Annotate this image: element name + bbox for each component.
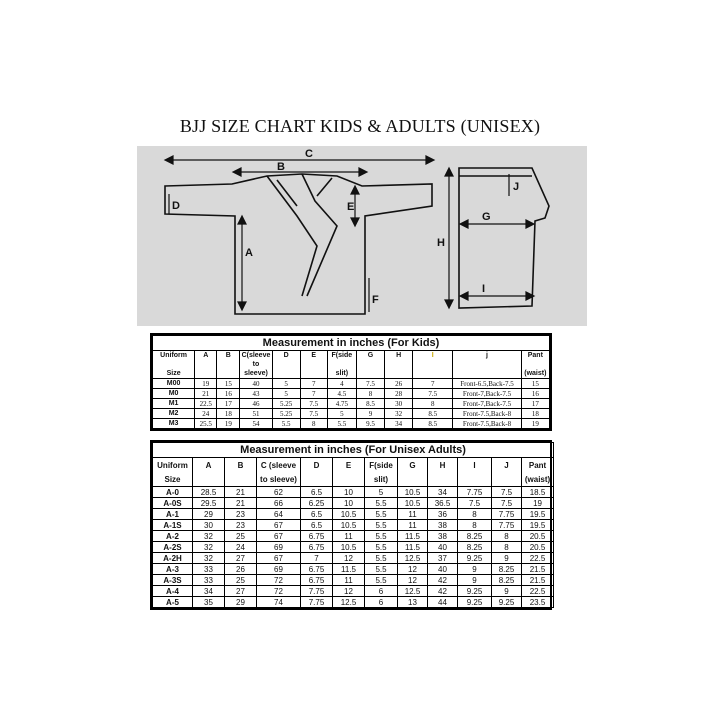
label-e: E	[347, 201, 355, 213]
value-cell: 10	[333, 487, 365, 498]
label-i: I	[482, 283, 486, 295]
value-cell: 8	[413, 399, 453, 409]
header-cell: Uniform	[153, 351, 195, 361]
value-cell: 5.5	[365, 498, 398, 509]
value-cell: 12	[398, 564, 428, 575]
header-cell	[327, 360, 356, 369]
table-row	[153, 419, 550, 429]
header-cell	[300, 369, 327, 379]
table-row	[153, 498, 554, 509]
header-cell	[300, 360, 327, 369]
header-cell: slit)	[327, 369, 356, 379]
header-cell: A	[193, 458, 225, 473]
value-cell: 21.5	[522, 564, 554, 575]
adults-table-caption: Measurement in inches (For Unisex Adults)	[153, 443, 554, 458]
size-cell: M0	[153, 389, 195, 399]
value-cell: 20.5	[522, 531, 554, 542]
value-cell: 9	[458, 564, 492, 575]
value-cell: 8	[492, 542, 522, 553]
value-cell: 9.25	[458, 586, 492, 597]
table-row	[153, 379, 550, 389]
value-cell: 43	[240, 389, 272, 399]
size-cell: A-3	[153, 564, 193, 575]
header-cell: j	[453, 351, 521, 361]
label-j: J	[513, 181, 520, 193]
value-cell: 8.5	[356, 399, 384, 409]
header-cell: (waist)	[521, 369, 549, 379]
value-cell: 5.5	[272, 419, 300, 429]
value-cell: 30	[193, 520, 225, 531]
uniform-measurement-diagram	[137, 146, 587, 326]
value-cell: 11.5	[398, 531, 428, 542]
value-cell: 5.5	[327, 419, 356, 429]
value-cell: 24	[195, 409, 217, 419]
value-cell: 6	[365, 586, 398, 597]
value-cell: 7.5	[356, 379, 384, 389]
value-cell: 6.5	[301, 520, 333, 531]
header-cell: Pant	[521, 351, 549, 361]
value-cell: 28.5	[193, 487, 225, 498]
value-cell: 19.5	[522, 520, 554, 531]
header-cell	[333, 472, 365, 487]
header-cell	[385, 369, 413, 379]
header-cell: to sleeve)	[257, 472, 301, 487]
value-cell: 38	[428, 520, 458, 531]
value-cell: 11	[333, 575, 365, 586]
table-row	[153, 389, 550, 399]
value-cell: 24	[225, 542, 257, 553]
value-cell: 8	[458, 520, 492, 531]
value-cell: 42	[428, 586, 458, 597]
header-cell	[453, 369, 521, 379]
label-h: H	[437, 237, 445, 249]
table-row	[153, 564, 554, 575]
value-cell: 6.75	[301, 564, 333, 575]
value-cell: 7.5	[300, 409, 327, 419]
size-cell: A-1	[153, 509, 193, 520]
value-cell: 19.5	[522, 509, 554, 520]
header-cell	[272, 360, 300, 369]
value-cell: 19	[217, 419, 240, 429]
value-cell: 22.5	[522, 586, 554, 597]
table-row	[153, 409, 550, 419]
table-row	[153, 509, 554, 520]
header-cell: F(side	[365, 458, 398, 473]
value-cell: 9	[492, 586, 522, 597]
value-cell: 4.5	[327, 389, 356, 399]
kids-header-row-3	[153, 369, 550, 379]
value-cell: 66	[257, 498, 301, 509]
adults-table-container	[150, 440, 552, 610]
header-cell	[153, 360, 195, 369]
value-cell: 9.5	[356, 419, 384, 429]
size-cell: M00	[153, 379, 195, 389]
value-cell: Front-7.5,Back-8	[453, 419, 521, 429]
adults-header-row-1	[153, 458, 554, 473]
pants-outline	[459, 168, 549, 308]
header-cell: J	[492, 458, 522, 473]
table-row	[153, 597, 554, 608]
value-cell: 22.5	[195, 399, 217, 409]
value-cell: 9.25	[458, 553, 492, 564]
header-cell	[413, 369, 453, 379]
value-cell: 40	[428, 542, 458, 553]
value-cell: 17	[521, 399, 549, 409]
value-cell: 19	[522, 498, 554, 509]
header-cell: I	[458, 458, 492, 473]
header-cell	[225, 472, 257, 487]
value-cell: 35	[193, 597, 225, 608]
header-cell: to	[240, 360, 272, 369]
value-cell: 5	[327, 409, 356, 419]
value-cell: 8	[492, 531, 522, 542]
value-cell: 23	[225, 520, 257, 531]
value-cell: 19	[521, 419, 549, 429]
value-cell: 16	[521, 389, 549, 399]
header-cell: slit)	[365, 472, 398, 487]
header-cell: E	[333, 458, 365, 473]
value-cell: 42	[428, 575, 458, 586]
value-cell: 15	[217, 379, 240, 389]
value-cell: 5.5	[365, 531, 398, 542]
header-cell: Pant	[522, 458, 554, 473]
value-cell: 69	[257, 542, 301, 553]
adults-table-body	[153, 487, 554, 608]
header-cell	[301, 472, 333, 487]
value-cell: 5.5	[365, 564, 398, 575]
header-cell: G	[356, 351, 384, 361]
header-cell: (waist)	[522, 472, 554, 487]
table-row	[153, 520, 554, 531]
size-cell: M1	[153, 399, 195, 409]
table-row	[153, 487, 554, 498]
value-cell: Front-7.5,Back-8	[453, 409, 521, 419]
header-cell: I	[413, 351, 453, 361]
value-cell: 28	[385, 389, 413, 399]
value-cell: 5.5	[365, 542, 398, 553]
value-cell: 13	[398, 597, 428, 608]
value-cell: 21	[195, 389, 217, 399]
header-cell: G	[398, 458, 428, 473]
value-cell: 9.25	[458, 597, 492, 608]
value-cell: 6	[365, 597, 398, 608]
header-cell: A	[195, 351, 217, 361]
value-cell: 22.5	[522, 553, 554, 564]
value-cell: 10.5	[398, 487, 428, 498]
header-cell: Uniform	[153, 458, 193, 473]
size-cell: M3	[153, 419, 195, 429]
table-row	[153, 553, 554, 564]
value-cell: 7.5	[458, 498, 492, 509]
header-cell: E	[300, 351, 327, 361]
value-cell: 11.5	[333, 564, 365, 575]
value-cell: 8.25	[458, 542, 492, 553]
header-cell: D	[301, 458, 333, 473]
value-cell: 11	[398, 520, 428, 531]
header-cell	[385, 360, 413, 369]
value-cell: 18	[217, 409, 240, 419]
header-cell: B	[225, 458, 257, 473]
kids-size-table	[152, 335, 550, 429]
value-cell: 12	[333, 586, 365, 597]
table-row	[153, 542, 554, 553]
header-cell: H	[428, 458, 458, 473]
size-cell: A-2H	[153, 553, 193, 564]
value-cell: Front-7,Back-7.5	[453, 389, 521, 399]
size-cell: A-0S	[153, 498, 193, 509]
size-cell: A-0	[153, 487, 193, 498]
value-cell: 11.5	[398, 542, 428, 553]
size-cell: A-3S	[153, 575, 193, 586]
value-cell: 21.5	[522, 575, 554, 586]
value-cell: 5	[272, 389, 300, 399]
size-cell: A-2	[153, 531, 193, 542]
value-cell: 16	[217, 389, 240, 399]
label-g: G	[482, 211, 491, 223]
value-cell: 10.5	[398, 498, 428, 509]
value-cell: 21	[225, 498, 257, 509]
value-cell: 5.5	[365, 509, 398, 520]
value-cell: 7.5	[413, 389, 453, 399]
chart-title: BJJ SIZE CHART KIDS & ADULTS (UNISEX)	[179, 116, 541, 136]
value-cell: 6.75	[301, 531, 333, 542]
value-cell: 10.5	[333, 542, 365, 553]
header-cell	[195, 360, 217, 369]
label-d: D	[172, 200, 180, 212]
value-cell: 8.25	[492, 564, 522, 575]
value-cell: 69	[257, 564, 301, 575]
kids-table-body	[153, 379, 550, 429]
size-cell: A-4	[153, 586, 193, 597]
value-cell: 7	[301, 553, 333, 564]
header-cell	[428, 472, 458, 487]
header-cell: C (sleeve	[257, 458, 301, 473]
value-cell: 10	[333, 498, 365, 509]
size-cell: A-2S	[153, 542, 193, 553]
value-cell: 29	[193, 509, 225, 520]
value-cell: 7	[413, 379, 453, 389]
size-cell: M2	[153, 409, 195, 419]
value-cell: 72	[257, 575, 301, 586]
header-cell	[195, 369, 217, 379]
header-cell	[458, 472, 492, 487]
value-cell: 6.25	[301, 498, 333, 509]
header-cell: C(sleeve	[241, 352, 271, 359]
value-cell: 6.75	[301, 575, 333, 586]
value-cell: 32	[193, 531, 225, 542]
value-cell: 34	[385, 419, 413, 429]
jacket-collar	[267, 174, 337, 296]
value-cell: 36.5	[428, 498, 458, 509]
value-cell: 23.5	[522, 597, 554, 608]
header-cell: sleeve)	[240, 369, 272, 379]
value-cell: 5.25	[272, 409, 300, 419]
value-cell: 8	[458, 509, 492, 520]
value-cell: 67	[257, 553, 301, 564]
value-cell: 15	[521, 379, 549, 389]
value-cell: 7.75	[301, 586, 333, 597]
header-cell: Size	[153, 369, 195, 379]
value-cell: 19	[195, 379, 217, 389]
value-cell: 12	[398, 575, 428, 586]
value-cell: 10.5	[333, 509, 365, 520]
value-cell: 32	[193, 553, 225, 564]
value-cell: 7.75	[301, 597, 333, 608]
label-b: B	[277, 161, 285, 173]
kids-table-caption: Measurement in inches (For Kids)	[153, 336, 550, 351]
header-cell	[398, 472, 428, 487]
value-cell: 12.5	[398, 586, 428, 597]
header-cell	[193, 472, 225, 487]
value-cell: 18.5	[522, 487, 554, 498]
adults-header-row-2	[153, 472, 554, 487]
value-cell: 25	[225, 575, 257, 586]
value-cell: 62	[257, 487, 301, 498]
header-cell	[217, 360, 240, 369]
value-cell: 17	[217, 399, 240, 409]
value-cell: 8.25	[458, 531, 492, 542]
kids-header-row-2	[153, 360, 550, 369]
value-cell: 8.5	[413, 419, 453, 429]
value-cell: 7.75	[458, 487, 492, 498]
header-cell	[453, 360, 521, 369]
value-cell: 5.5	[365, 575, 398, 586]
value-cell: 5.5	[365, 553, 398, 564]
header-cell	[521, 360, 549, 369]
value-cell: 40	[428, 564, 458, 575]
value-cell: 5	[272, 379, 300, 389]
value-cell: 12	[333, 553, 365, 564]
value-cell: 21	[225, 487, 257, 498]
value-cell: 9.25	[492, 597, 522, 608]
value-cell: 6.5	[301, 487, 333, 498]
value-cell: 29.5	[193, 498, 225, 509]
header-cell: H	[385, 351, 413, 361]
adults-size-table	[152, 442, 554, 608]
value-cell: 7.75	[492, 509, 522, 520]
value-cell: 8	[300, 419, 327, 429]
value-cell: 9	[492, 553, 522, 564]
value-cell: 30	[385, 399, 413, 409]
value-cell: 5.5	[365, 520, 398, 531]
label-c: C	[305, 148, 313, 160]
value-cell: 74	[257, 597, 301, 608]
value-cell: 67	[257, 531, 301, 542]
value-cell: 25	[225, 531, 257, 542]
kids-table-container	[150, 333, 552, 431]
value-cell: 7.5	[492, 498, 522, 509]
header-cell: Size	[153, 472, 193, 487]
value-cell: 36	[428, 509, 458, 520]
jacket-outline	[165, 174, 432, 314]
table-row	[153, 586, 554, 597]
header-cell: F(side	[327, 351, 356, 361]
value-cell: 26	[385, 379, 413, 389]
value-cell: 20.5	[522, 542, 554, 553]
header-cell	[356, 360, 384, 369]
value-cell: 67	[257, 520, 301, 531]
value-cell: 8	[356, 389, 384, 399]
value-cell: 5	[365, 487, 398, 498]
kids-header-row-1	[153, 351, 550, 361]
value-cell: 23	[225, 509, 257, 520]
value-cell: 34	[428, 487, 458, 498]
table-row	[153, 399, 550, 409]
value-cell: 27	[225, 553, 257, 564]
value-cell: 4	[327, 379, 356, 389]
header-cell: B	[217, 351, 240, 361]
value-cell: 8.25	[492, 575, 522, 586]
header-cell	[356, 369, 384, 379]
value-cell: 26	[225, 564, 257, 575]
header-cell	[272, 369, 300, 379]
value-cell: 7	[300, 379, 327, 389]
value-cell: 37	[428, 553, 458, 564]
header-cell	[217, 369, 240, 379]
value-cell: 64	[257, 509, 301, 520]
value-cell: 51	[240, 409, 272, 419]
value-cell: 7	[300, 389, 327, 399]
value-cell: 4.75	[327, 399, 356, 409]
value-cell: 11	[333, 531, 365, 542]
header-cell: D	[272, 351, 300, 361]
size-cell: A-5	[153, 597, 193, 608]
value-cell: 44	[428, 597, 458, 608]
value-cell: 54	[240, 419, 272, 429]
value-cell: 11	[398, 509, 428, 520]
value-cell: 12.5	[333, 597, 365, 608]
value-cell: 33	[193, 575, 225, 586]
label-a: A	[245, 247, 253, 259]
header-cell	[413, 360, 453, 369]
value-cell: 10.5	[333, 520, 365, 531]
value-cell: 72	[257, 586, 301, 597]
table-row	[153, 531, 554, 542]
value-cell: 32	[385, 409, 413, 419]
label-f: F	[372, 294, 379, 306]
value-cell: 5.25	[272, 399, 300, 409]
size-cell: A-1S	[153, 520, 193, 531]
value-cell: 9	[458, 575, 492, 586]
value-cell: 40	[240, 379, 272, 389]
header-cell	[492, 472, 522, 487]
value-cell: 12.5	[398, 553, 428, 564]
value-cell: 7.5	[492, 487, 522, 498]
value-cell: Front-6.5,Back-7.5	[453, 379, 521, 389]
value-cell: 38	[428, 531, 458, 542]
value-cell: 46	[240, 399, 272, 409]
value-cell: 7.75	[492, 520, 522, 531]
value-cell: 18	[521, 409, 549, 419]
value-cell: 33	[193, 564, 225, 575]
value-cell: 25.5	[195, 419, 217, 429]
value-cell: Front-7,Back-7.5	[453, 399, 521, 409]
value-cell: 6.75	[301, 542, 333, 553]
value-cell: 27	[225, 586, 257, 597]
value-cell: 7.5	[300, 399, 327, 409]
value-cell: 34	[193, 586, 225, 597]
value-cell: 32	[193, 542, 225, 553]
table-row	[153, 575, 554, 586]
value-cell: 8.5	[413, 409, 453, 419]
value-cell: 9	[356, 409, 384, 419]
value-cell: 29	[225, 597, 257, 608]
value-cell: 6.5	[301, 509, 333, 520]
